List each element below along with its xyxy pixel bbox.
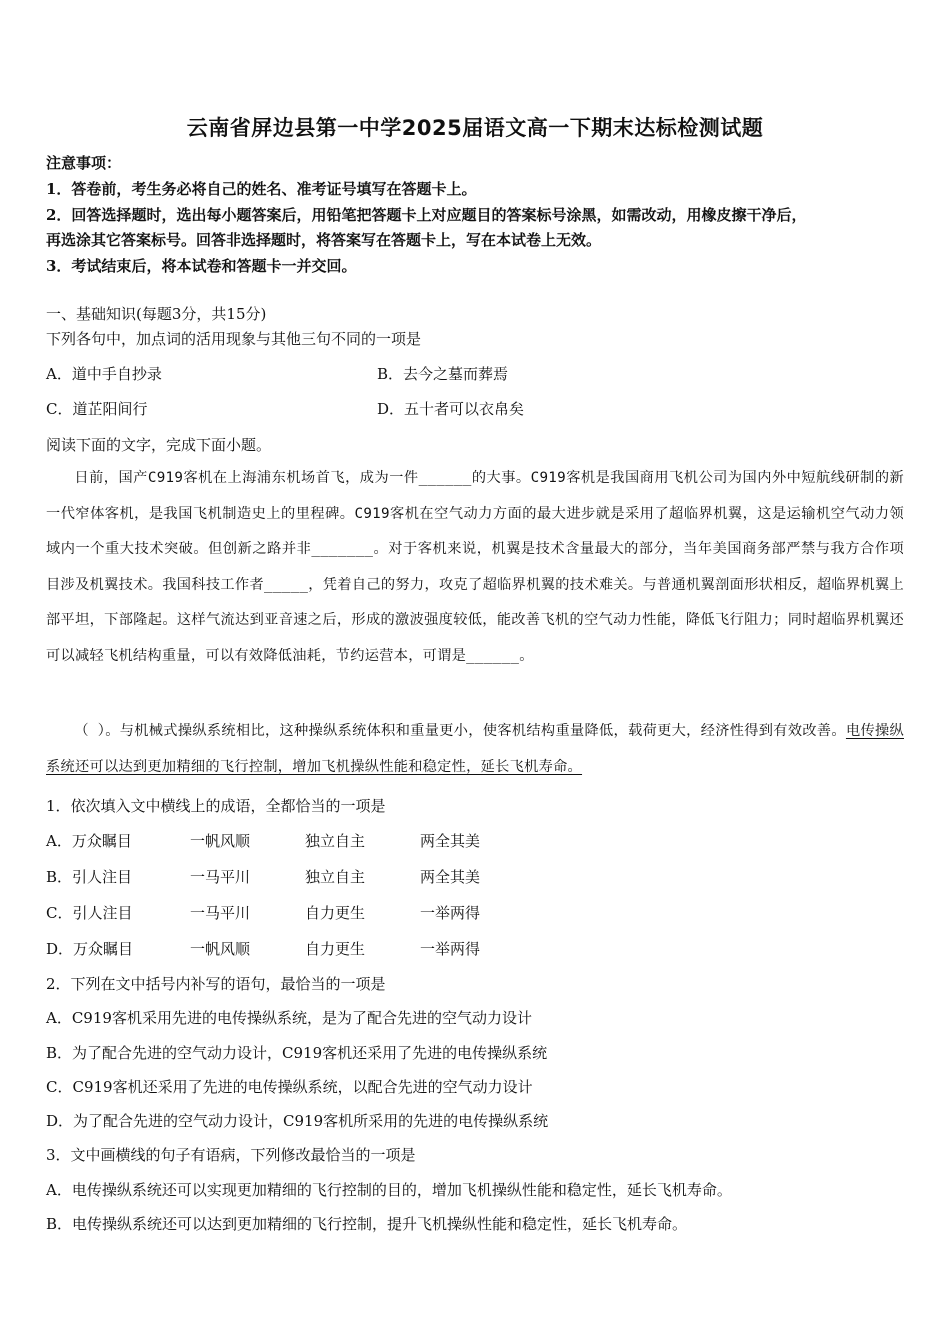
option-a: A．道中手自抄录 [46,365,162,383]
page-title: 云南省屏边县第一中学2025届语文高一下期末达标检测试题 [186,116,764,140]
notice-item: 2．回答选择题时，选出每小题答案后，用铅笔把答题卡上对应题目的答案标号涂黑，如需改动，用橡皮擦干净后， [46,206,807,224]
q1-b-4: 两全其美 [420,868,481,886]
q1-b-2: 一马平川 [190,868,251,886]
q1-a-3: 独立自主 [305,832,366,850]
q1-c-3: 自力更生 [305,904,366,922]
notice-item: 1．答卷前，考生务必将自己的姓名、准考证号填写在答题卡上。 [46,180,477,198]
q1-d-2: 一帆风顺 [190,940,251,958]
section-heading: 一、基础知识(每题3分，共15分) [46,305,267,323]
q1-d-1: D．万众瞩目 [46,940,134,958]
q1-d-4: 一举两得 [420,940,481,958]
q1-c-4: 一举两得 [420,904,481,922]
question-stem: 下列各句中，加点词的活用现象与其他三句不同的一项是 [46,330,422,348]
q1-c-1: C．引人注目 [46,904,133,922]
option-d: D．五十者可以衣帛矣 [377,400,525,418]
paragraph-text: （ ）。与机械式操纵系统相比，这种操纵系统体积和重量更小，使客机结构重量降低，载荷更大，经济性得到有效改善。 [74,723,846,739]
notice-item: 再选涂其它答案标号。回答非选择题时，将答案写在答题卡上，写在本试卷上无效。 [46,231,602,249]
q2-option-b: B．为了配合先进的空气动力设计，C919客机还采用了先进的电传操纵系统 [46,1044,548,1062]
q1-b-3: 独立自主 [305,868,366,886]
q2-option-a: A．C919客机采用先进的电传操纵系统，是为了配合先进的空气动力设计 [46,1009,532,1027]
q2-option-c: C．C919客机还采用了先进的电传操纵系统，以配合先进的空气动力设计 [46,1078,533,1096]
q1-d-3: 自力更生 [305,940,366,958]
reading-paragraph-1: 日前，国产C919客机在上海浦东机场首飞，成为一件______的大事。C919客机是我国商用飞机公司为国内外中短航线研制的新一代窄体客机，是我国飞机制造史上的里程碑。C919客机在空气动力方面的最大进步就是采用了超临界机翼，这是运输机空气动力领域内一个重大技术突破。但创新之路并非_______。对于客机来说，机翼是技术含量最大的部分，当年美国商务部严禁与我方合作项目涉及机翼技术。我国科技工作者_____，凭着自己的努力，攻克了超临界机翼的技术难关。与普通机翼剖面形状相反，超临界机翼上部平坦，下部隆起。这样气流达到亚音速之后，形成的激波强度较低，能改善飞机的空气动力性能，降低飞行阻力；同时超临界机翼还可以减轻飞机结构重量，可以有效降低油耗，节约运营本，可谓是______。 [46,470,904,664]
option-b: B．去今之墓而葬焉 [377,365,509,383]
option-c: C．道芷阳间行 [46,400,148,418]
question-3-stem: 3．文中画横线的句子有语病，下列修改最恰当的一项是 [46,1146,416,1164]
underlined-sentence: 电传操纵系统还可以达到更加精细的飞行控制，增加飞机操纵性能和稳定性，延长飞机寿命。 [46,723,904,775]
q3-option-a: A．电传操纵系统还可以实现更加精细的飞行控制的目的，增加飞机操纵性能和稳定性，延长飞机寿命。 [46,1181,732,1199]
q2-option-d: D．为了配合先进的空气动力设计，C919客机所采用的先进的电传操纵系统 [46,1112,549,1130]
reading-paragraph-2 [46,714,904,785]
question-1-stem: 1．依次填入文中横线上的成语，全都恰当的一项是 [46,797,386,815]
q1-a-2: 一帆风顺 [190,832,251,850]
q1-a-1: A．万众瞩目 [46,832,132,850]
notice-heading: 注意事项： [46,154,122,172]
q1-b-1: B．引人注目 [46,868,133,886]
q3-option-b: B．电传操纵系统还可以达到更加精细的飞行控制，提升飞机操纵性能和稳定性，延长飞机寿命。 [46,1215,688,1233]
q1-c-2: 一马平川 [190,904,251,922]
question-2-stem: 2．下列在文中括号内补写的语句，最恰当的一项是 [46,975,386,993]
q1-a-4: 两全其美 [420,832,481,850]
reading-intro: 阅读下面的文字，完成下面小题。 [46,436,272,454]
notice-item: 3．考试结束后，将本试卷和答题卡一并交回。 [46,257,357,275]
